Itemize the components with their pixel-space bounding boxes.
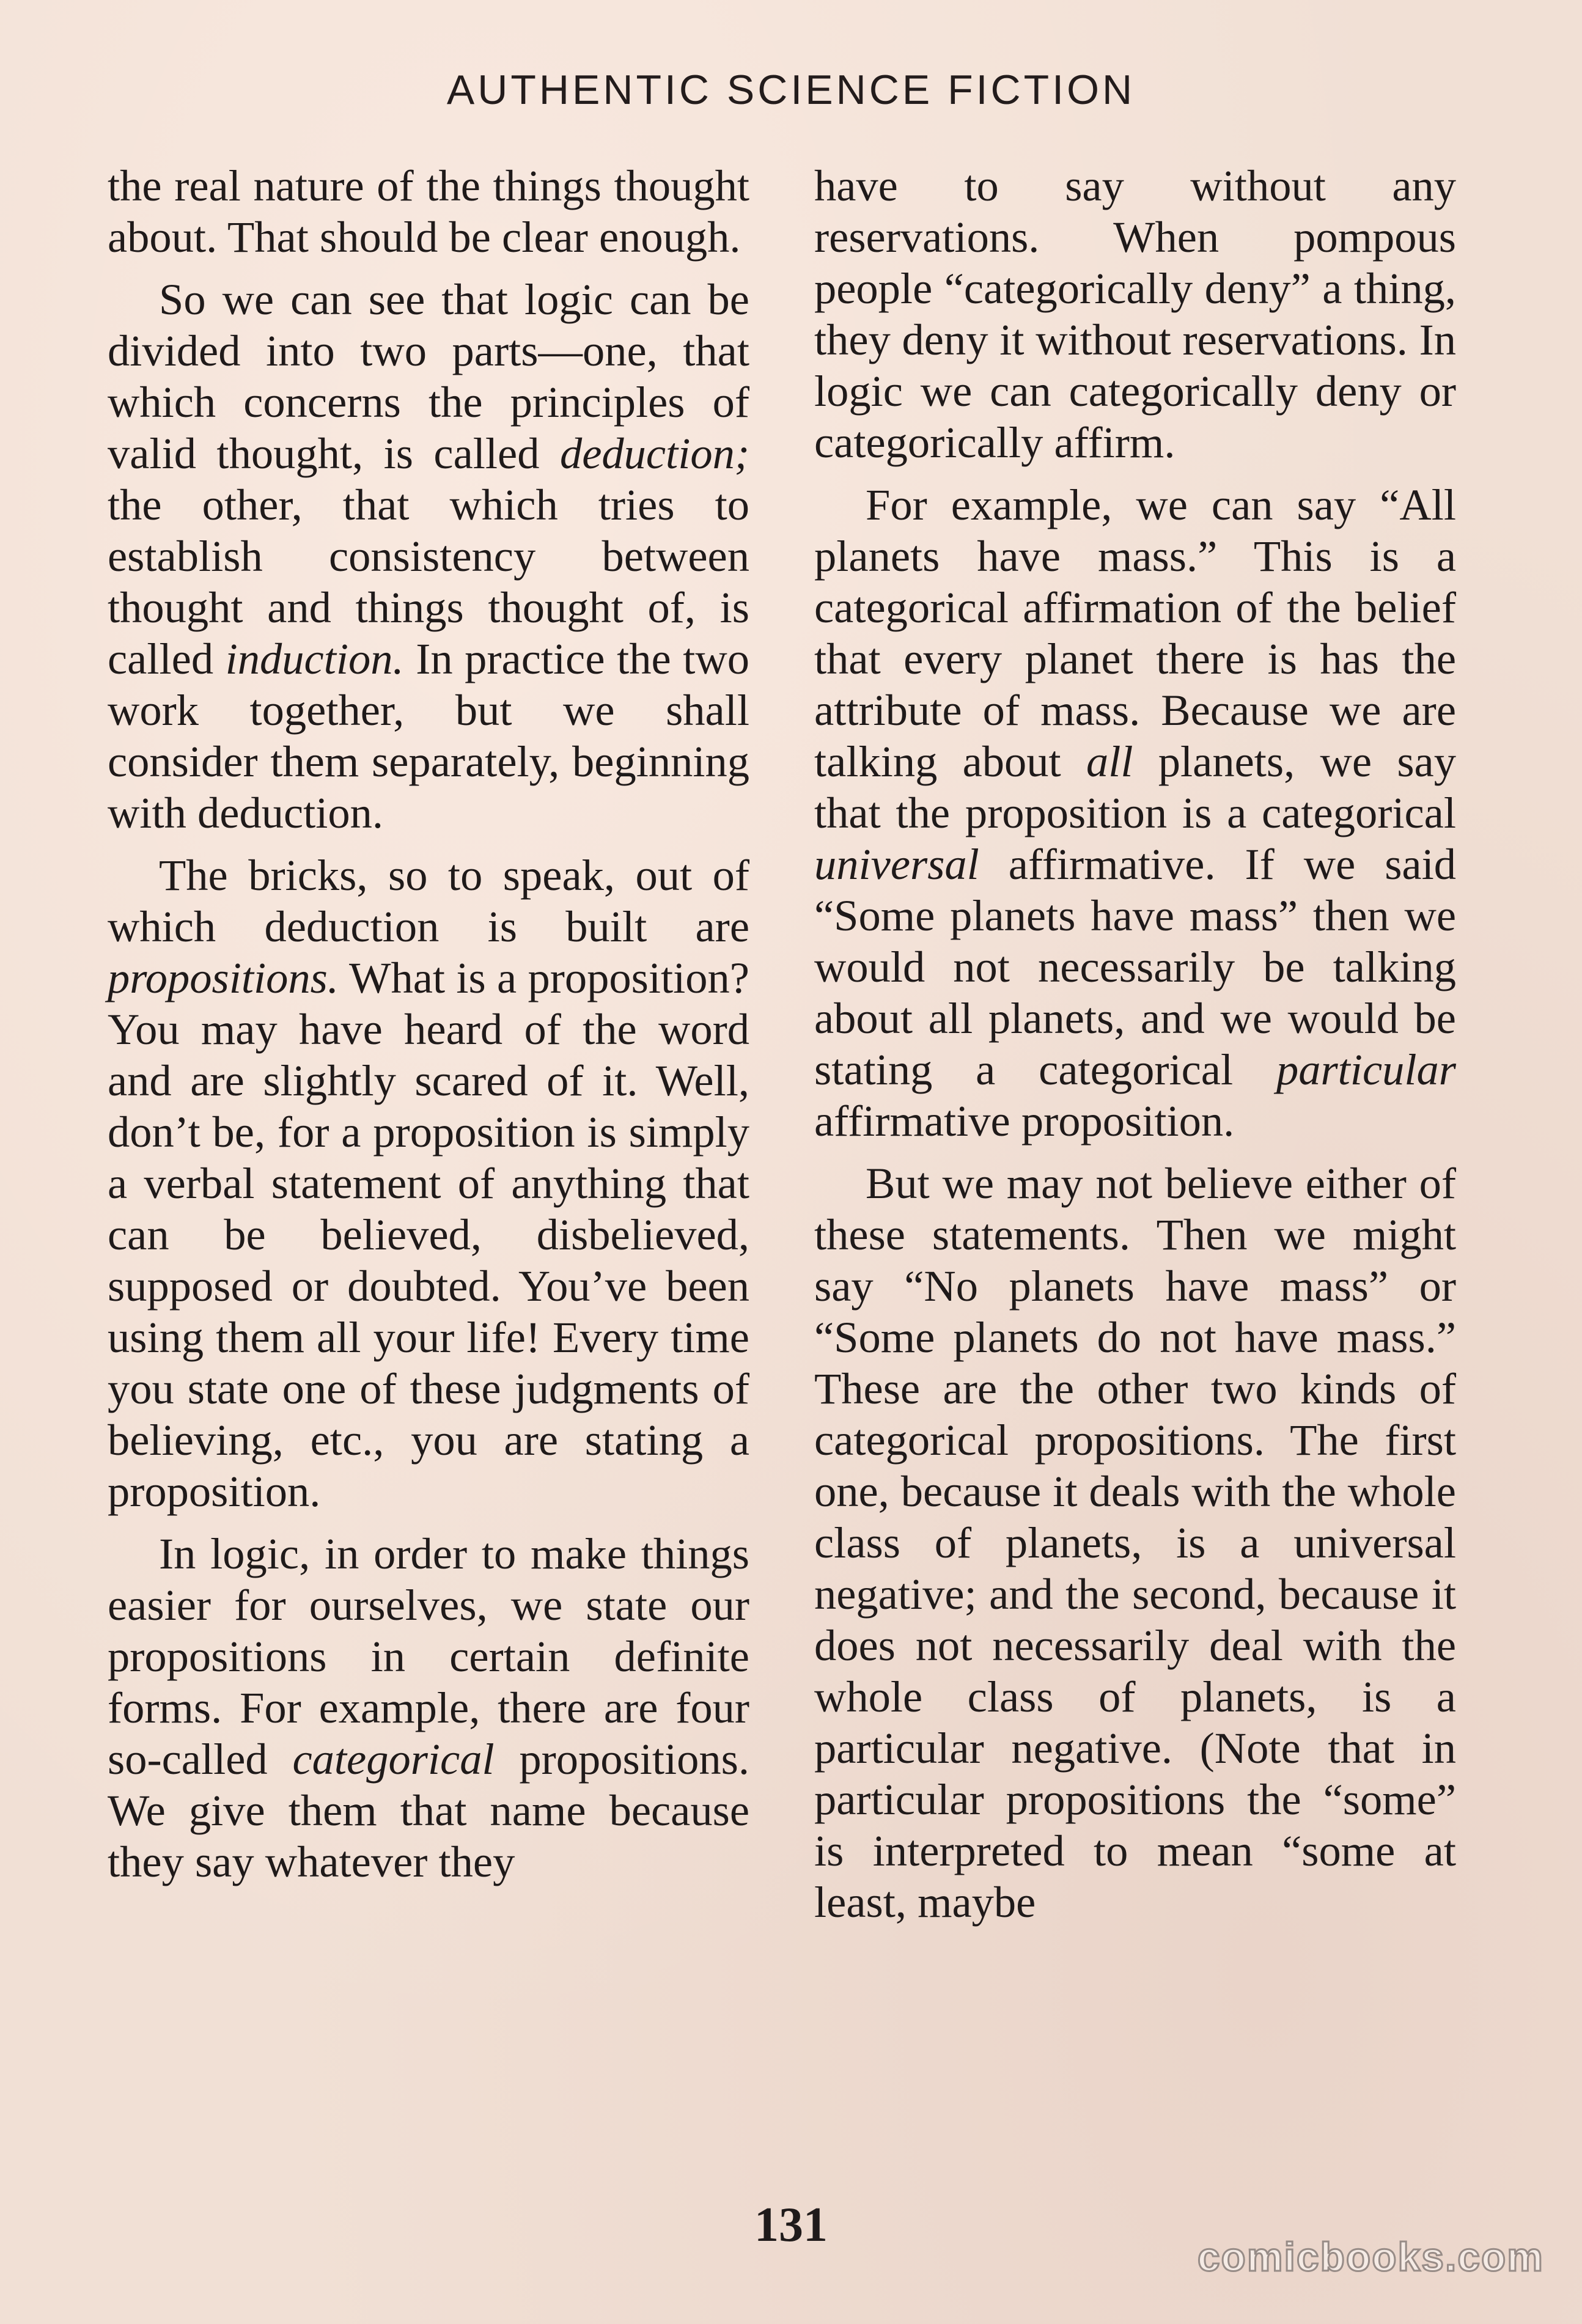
italic-term: categorical <box>292 1734 495 1784</box>
body-paragraph <box>108 850 749 1517</box>
paragraph-text: the other, that which tries to establish consistency between thought and things thought of, is called <box>108 480 749 683</box>
paragraph-text: In practice the two work together, but we shall consider them separately, beginning with deduction. <box>108 634 749 837</box>
body-paragraph <box>108 160 749 263</box>
paragraph-text: propositions. We give them that name because they say whatever they <box>108 1734 749 1886</box>
running-head: AUTHENTIC SCIENCE FICTION <box>446 67 1136 113</box>
italic-term: induction. <box>225 634 404 683</box>
body-paragraph <box>814 1158 1456 1928</box>
paragraph-text: have to say without any reservations. When pompous people “categorically deny” a thing, they deny it without reservations. In logic we can categorically deny or categorically affirm. <box>814 161 1456 467</box>
body-paragraph <box>108 1528 749 1888</box>
italic-term: all <box>1086 737 1133 786</box>
paragraph-text: So we can see that logic can be divided into two parts—one, that which concerns the principles of valid thought, is called <box>108 274 749 478</box>
left-column <box>108 160 749 1899</box>
italic-term: particular <box>1276 1045 1456 1094</box>
body-paragraph <box>814 160 1456 468</box>
body-paragraph <box>108 274 749 839</box>
paragraph-text: But we may not believe either of these statements. Then we might say “No planets have mass” or “Some planets do not have mass.” These are the other two kinds of categorical propositions. The first one, because it deals with the whole class of planets, is a universal negative; and the second, because it does not necessarily deal with the whole class of planets, is a particular negative. (Note that in particular propositions the “some” is interpreted to mean “some at least, maybe <box>814 1158 1456 1927</box>
paragraph-text: affirmative proposition. <box>814 1096 1235 1145</box>
paragraph-text: What is a proposition? You may have heard of the word and are slightly scared of it. Well, don’t be, for a proposition is simply a verbal statement of anything that can be believed, disbelieved, supposed or doubted. You’ve been using them all your life! Every time you state one of these judgments of believing, etc., you are stating a proposition. <box>108 953 749 1516</box>
paragraph-text: the real nature of the things thought about. That should be clear enough. <box>108 161 749 262</box>
paragraph-text: planets, we say that the proposition is a categorical <box>814 737 1456 837</box>
watermark-logo: comicbooks.com <box>1197 2234 1544 2279</box>
italic-term: deduction; <box>559 428 749 478</box>
italic-term: propositions. <box>108 953 339 1002</box>
body-paragraph <box>814 479 1456 1147</box>
page-number: 131 <box>754 2198 828 2252</box>
paragraph-text: affirmative. If we said “Some planets have mass” then we would not necessarily be talking about all planets, and we would be stating a categorical <box>814 839 1456 1094</box>
italic-term: universal <box>814 839 979 889</box>
right-column <box>814 160 1456 1939</box>
paragraph-text: In logic, in order to make things easier for ourselves, we state our propositions in certain definite forms. For example, there are four so-called <box>108 1529 749 1784</box>
paragraph-text: The bricks, so to speak, out of which deduction is built are <box>108 850 749 951</box>
paragraph-text: For example, we can say “All planets have mass.” This is a categorical affirmation of the belief that every planet there is has the attribute of mass. Because we are talking about <box>814 480 1456 786</box>
